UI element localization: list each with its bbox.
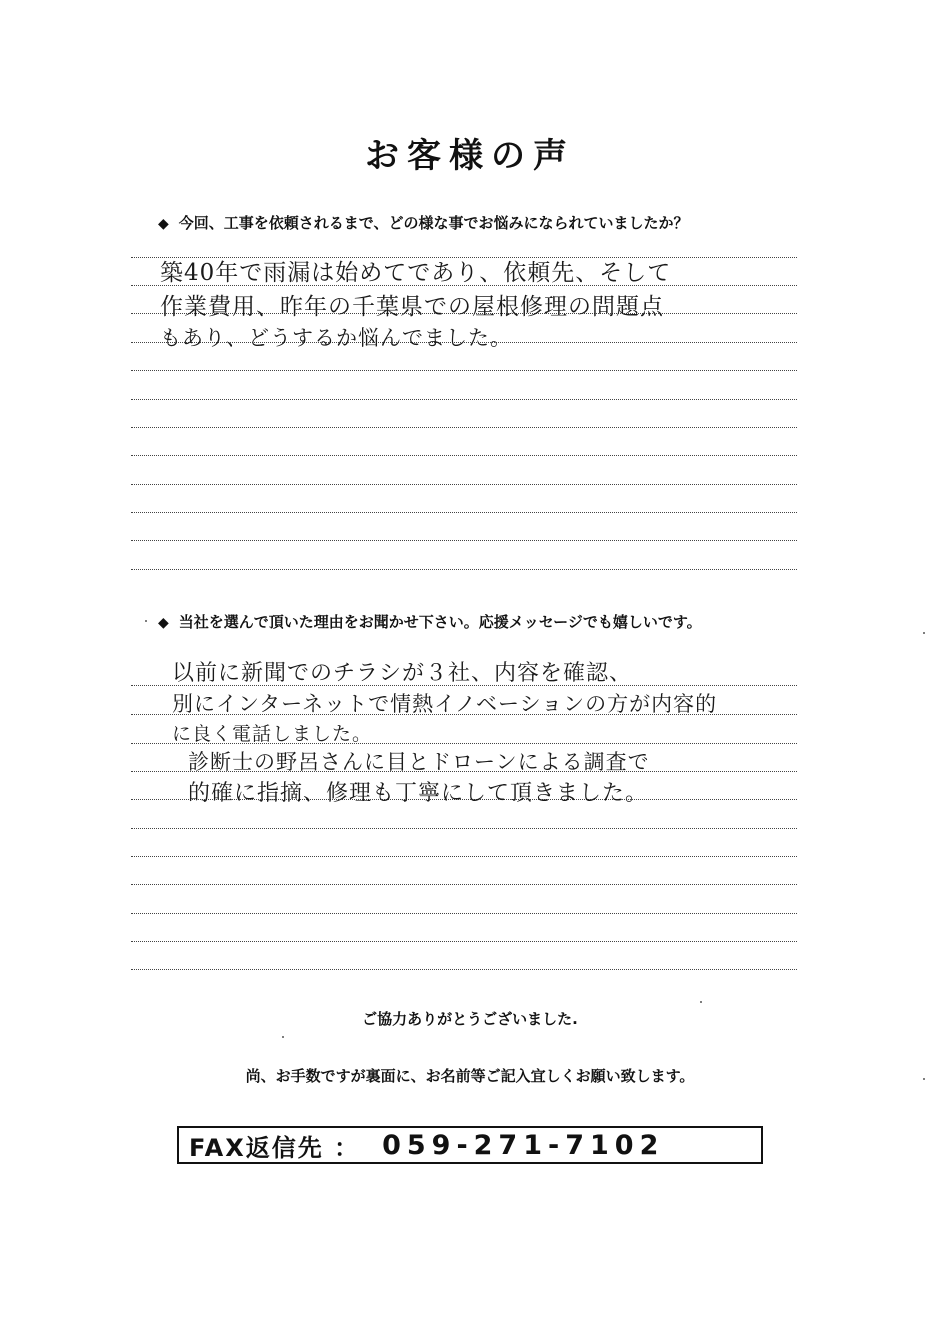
ruled-line bbox=[131, 399, 797, 400]
scan-speck bbox=[923, 1078, 925, 1080]
diamond-bullet-icon: ◆ bbox=[158, 216, 169, 232]
ruled-line bbox=[131, 569, 797, 570]
handwritten-answer-line: 築40年で雨漏は始めてであり、依頼先、そして bbox=[160, 260, 672, 286]
ruled-line bbox=[131, 856, 797, 857]
handwritten-answer-line: 別にインターネットで情熱イノベーションの方が内容的 bbox=[172, 692, 718, 716]
ruled-line bbox=[131, 540, 797, 541]
ruled-line bbox=[131, 941, 797, 942]
handwritten-answer-line: 作業費用、昨年の千葉県での屋根修理の問題点 bbox=[160, 294, 664, 320]
question-2-text: 当社を選んで頂いた理由をお聞かせ下さい。応援メッセージでも嬉しいです。 bbox=[178, 613, 702, 631]
handwritten-answer-line: もあり、どうするか悩んでました。 bbox=[160, 326, 512, 350]
fax-return-box bbox=[177, 1126, 763, 1164]
ruled-line bbox=[131, 512, 797, 513]
ruled-line bbox=[131, 828, 797, 829]
ruled-line bbox=[131, 455, 797, 456]
diamond-bullet-icon: ◆ bbox=[158, 615, 169, 631]
fax-label: FAX返信先 ： bbox=[189, 1133, 361, 1162]
thanks-message: ご協力ありがとうございました. bbox=[362, 1010, 578, 1028]
handwritten-answer-line: 診断士の野呂さんに目とドローンによる調査で bbox=[188, 750, 650, 774]
handwritten-answer-line: に良く電話しました。 bbox=[172, 723, 373, 745]
ruled-line bbox=[131, 969, 797, 970]
scan-speck bbox=[282, 1036, 284, 1038]
ruled-line bbox=[131, 484, 797, 485]
question-1-text: 今回、工事を依頼されるまで、どの様な事でお悩みになられていましたか？ bbox=[178, 214, 689, 232]
scan-speck bbox=[700, 1001, 702, 1003]
ruled-line bbox=[131, 370, 797, 371]
scan-speck bbox=[923, 632, 925, 634]
fax-number: 059-271-7102 bbox=[382, 1129, 665, 1161]
footer-note: 尚、お手数ですが裏面に、お名前等ご記入宜しくお願い致します。 bbox=[245, 1067, 695, 1085]
ruled-line bbox=[131, 884, 797, 885]
ruled-line bbox=[131, 913, 797, 914]
question-2 bbox=[158, 611, 702, 632]
ruled-line bbox=[131, 427, 797, 428]
scan-speck bbox=[145, 620, 147, 622]
handwritten-answer-line: 的確に指摘、修理も丁寧にして頂きました。 bbox=[188, 781, 649, 806]
handwritten-answer-line: 以前に新聞でのチラシが３社、内容を確認、 bbox=[172, 661, 633, 686]
question-1 bbox=[158, 212, 689, 233]
page-title: お客様の声 bbox=[365, 136, 575, 176]
